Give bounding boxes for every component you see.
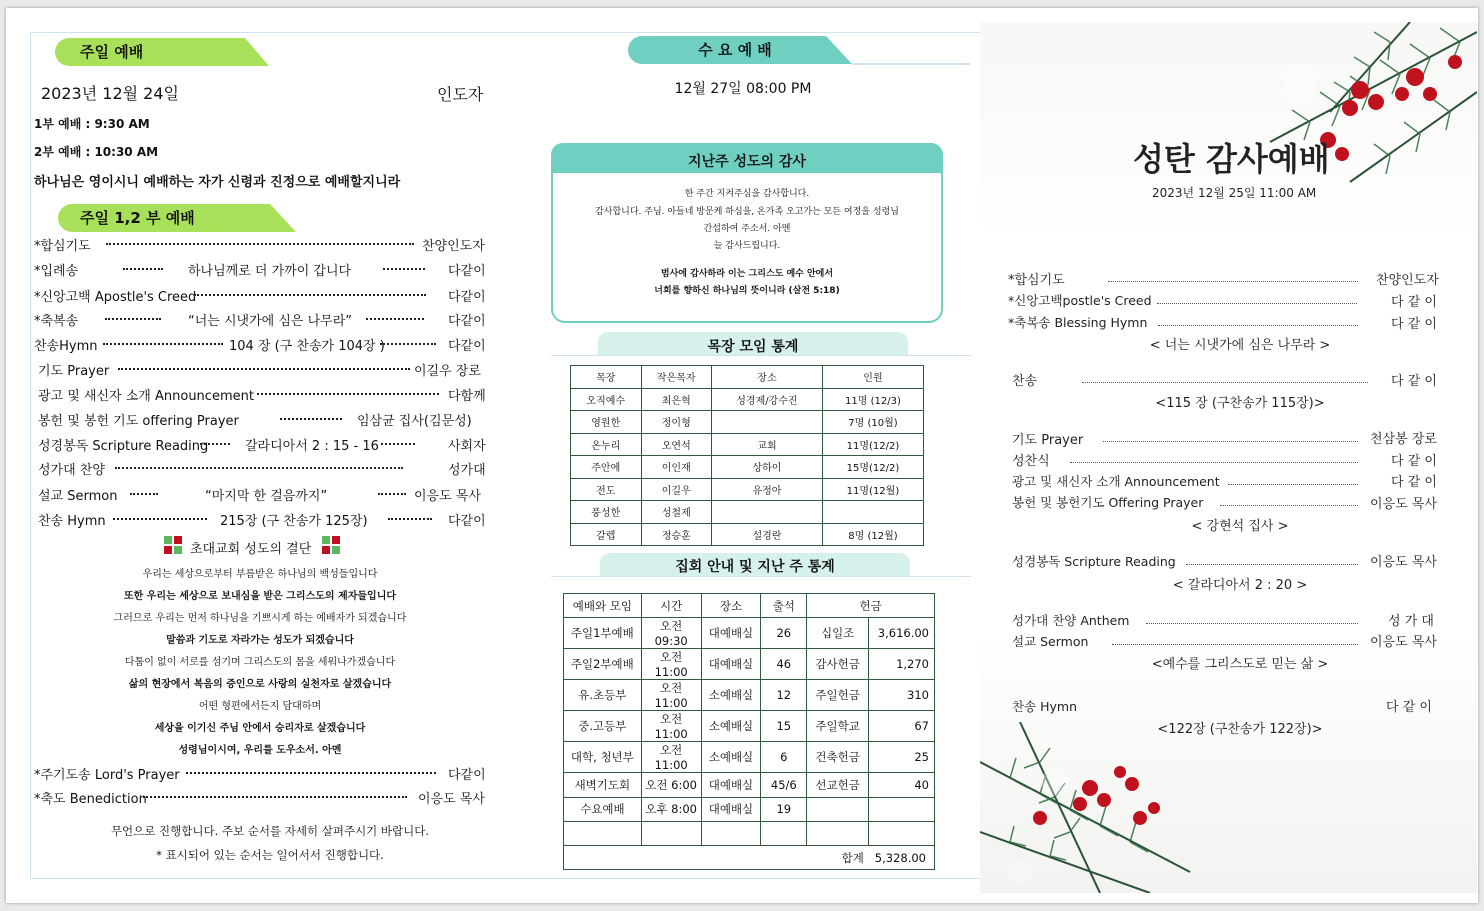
total-cell <box>564 846 935 870</box>
table-cell: 오전 6:00 <box>641 773 701 797</box>
cover-order-name: 기도 Prayer <box>1012 433 1084 448</box>
order-person: 다같이 <box>448 339 486 354</box>
table-cell: 오전 09:30 <box>641 618 701 649</box>
thanks-line: 감사합니다. 주님. 아들네 방문케 하심을, 온가족 오고가는 모든 여정을 성령님 <box>595 207 899 217</box>
header-cell: 인원 <box>822 366 923 389</box>
dot-leader <box>1186 564 1358 565</box>
table-cell: 설경란 <box>712 523 823 546</box>
table-cell: 소예배실 <box>701 711 761 742</box>
table-cell: 온누리 <box>571 433 642 456</box>
table-cell: 전도 <box>571 478 642 501</box>
dot-leader <box>200 443 230 445</box>
dot-leader <box>380 343 436 345</box>
dot-leader <box>118 368 410 370</box>
header-cell: 장소 <box>701 594 761 618</box>
dot-leader <box>388 518 432 520</box>
order-name: 찬송Hymn <box>34 339 98 354</box>
green-squares-icon <box>322 536 341 555</box>
table-row <box>571 411 924 434</box>
table-cell: 대예배실 <box>701 773 761 797</box>
cover-order-subtitle: < 갈라디아서 2 : 20 > <box>1172 578 1308 593</box>
order-name: 설교 Sermon <box>38 489 118 504</box>
order-person: 다같이 <box>448 514 486 529</box>
footnote-silent: 무언으로 진행합니다. 주보 순서를 자세히 살펴주시기 바랍니다. <box>110 824 430 838</box>
table-cell: 정승훈 <box>641 523 712 546</box>
table-cell: 오전 11:00 <box>641 711 701 742</box>
table-cell: 310 <box>869 680 935 711</box>
table-cell: 12 <box>761 680 807 711</box>
dot-leader <box>1146 623 1358 624</box>
order-person: 이응도 목사 <box>414 489 481 504</box>
header-cell: 예배와 모임 <box>564 594 642 618</box>
dot-leader <box>143 796 407 798</box>
table-cell: 중.고등부 <box>564 711 642 742</box>
table-cell: 대예배실 <box>701 649 761 680</box>
table-row <box>564 821 935 845</box>
table-cell: 오후 8:00 <box>641 797 701 821</box>
cover-order-name: 설교 Sermon <box>1012 634 1089 649</box>
thanks-title: 지난주 성도의 감사 <box>688 154 806 170</box>
dot-leader <box>383 268 425 270</box>
wednesday-banner: 수 요 예 배 <box>698 41 772 59</box>
order-detail: 갈라디아서 2 : 15 - 16 <box>245 439 379 454</box>
header-cell: 작은목자 <box>641 366 712 389</box>
table-cell: 감사헌금 <box>807 649 869 680</box>
leader-label: 인도자 <box>437 85 484 104</box>
dot-leader <box>1112 644 1358 645</box>
dot-leader <box>113 518 207 520</box>
cover-date: 2023년 12월 25일 11:00 AM <box>1152 186 1317 200</box>
order-name: *축복송 <box>34 314 79 329</box>
resolve-line: 어떤 형편에서든지 담대하며 <box>198 701 322 712</box>
meeting-stats-table <box>563 593 935 870</box>
table-cell <box>712 411 823 434</box>
dot-leader <box>366 318 424 320</box>
table-row <box>564 680 935 711</box>
cover-order-subtitle: < 너는 시냇가에 심은 나무라 > <box>1149 338 1331 353</box>
table-cell: 대학, 청년부 <box>564 742 642 773</box>
cover-order-person: 찬양인도자 <box>1376 273 1439 288</box>
table-cell: 40 <box>869 773 935 797</box>
dot-leader <box>257 393 439 395</box>
cover-order-name: 봉헌 및 봉헌기도 Offering Prayer <box>1012 495 1204 510</box>
table-cell: 정이형 <box>641 411 712 434</box>
cover-order-person: 이응도 목사 <box>1370 555 1437 570</box>
order-detail: “마지막 한 걸음까지” <box>205 489 328 504</box>
table-cell: 수요예배 <box>564 797 642 821</box>
table-cell: 67 <box>869 711 935 742</box>
resolve-line: 삶의 현장에서 복음의 증인으로 사랑의 실천자로 살겠습니다 <box>128 679 392 690</box>
wednesday-time: 12월 27일 08:00 PM <box>674 81 812 97</box>
dot-leader <box>1103 441 1358 442</box>
header-cell: 시간 <box>641 594 701 618</box>
resolve-line: 그러므로 우리는 먼저 하나님을 기쁘시게 하는 예배자가 되겠습니다 <box>113 613 407 624</box>
dot-leader <box>1082 382 1368 383</box>
table-cell <box>869 821 935 845</box>
service-2-time: 2부 예배 : 10:30 AM <box>34 145 159 159</box>
order-name: *주기도송 Lord's Prayer <box>34 768 180 783</box>
order-name: 성경봉독 Scripture Reading <box>38 439 209 454</box>
order-name: *합심기도 <box>34 239 91 254</box>
cover-order-name: 성가대 찬양 Anthem <box>1012 613 1130 628</box>
cover-order-person: 다 같 이 <box>1391 475 1437 490</box>
table-cell <box>564 821 642 845</box>
thanks-line: 늘 감사드립니다. <box>713 241 781 251</box>
resolve-line: 말씀과 기도로 자라가는 성도가 되겠습니다 <box>166 635 354 646</box>
table-header-row <box>571 366 924 389</box>
cover-order-person: 다 같 이 <box>1391 374 1437 389</box>
order-person: 성가대 <box>448 463 486 478</box>
table-cell: 새벽기도회 <box>564 773 642 797</box>
resolve-line: 세상을 이기신 주님 안에서 승리자로 살겠습니다 <box>154 723 366 734</box>
table-cell <box>701 821 761 845</box>
theme-verse: 하나님은 영이시니 예배하는 자가 신령과 진정으로 예배할지니라 <box>34 175 401 190</box>
order-name: 광고 및 새신자 소개 Announcement <box>38 389 254 404</box>
table-cell: 46 <box>761 649 807 680</box>
table-cell: 주일1부예배 <box>564 618 642 649</box>
table-cell: 주일헌금 <box>807 680 869 711</box>
divider <box>551 576 971 577</box>
header-cell: 출석 <box>761 594 807 618</box>
group-stats-title: 목장 모임 통계 <box>707 339 799 355</box>
dot-leader <box>280 418 342 420</box>
table-cell: 영원한 <box>571 411 642 434</box>
table-cell: 최은혁 <box>641 388 712 411</box>
table-cell: 주안에 <box>571 456 642 479</box>
table-cell: 15 <box>761 711 807 742</box>
cover-order-name: 찬송 <box>1012 374 1038 389</box>
dot-leader <box>130 493 158 495</box>
table-cell: 십일조 <box>807 618 869 649</box>
cover-title: 성탄 감사예배 <box>1133 140 1330 178</box>
table-cell: 소예배실 <box>701 742 761 773</box>
order-detail: 104 장 (구 찬송가 104장 ) <box>229 339 385 354</box>
footnote-standing: * 표시되어 있는 순서는 일어서서 진행합니다. <box>156 848 384 862</box>
table-cell: 갈렙 <box>571 523 642 546</box>
resolve-line: 다툼이 없이 서로를 섬기며 그리스도의 몸을 세워나가겠습니다 <box>124 657 396 668</box>
order-person: 이길우 장로 <box>414 364 481 379</box>
total-row <box>564 846 935 870</box>
order-name: *신앙고백 Apostle's Creed <box>34 290 197 305</box>
table-cell: 교회 <box>712 433 823 456</box>
services-12-banner: 주일 1,2 부 예배 <box>80 209 195 227</box>
pine-branch-bottom-decoration <box>980 722 1210 893</box>
cover-order-subtitle: <예수를 그리스도로 믿는 삶 > <box>1151 657 1329 672</box>
order-name: 봉헌 및 봉헌 기도 offering Prayer <box>38 414 239 429</box>
dot-leader <box>1220 505 1358 506</box>
cover-order-person: 성 가 대 <box>1388 614 1434 629</box>
dot-leader <box>106 243 414 245</box>
table-row <box>571 433 924 456</box>
cover-order-person: 다 같 이 <box>1391 317 1437 332</box>
table-cell <box>807 797 869 821</box>
cover-order-person: 다 같 이 <box>1391 295 1437 310</box>
order-person: 다같이 <box>448 290 486 305</box>
dot-leader <box>378 493 406 495</box>
table-row <box>564 773 935 797</box>
cover-order-person: 이응도 목사 <box>1370 497 1437 512</box>
resolve-title: 초대교회 성도의 결단 <box>190 542 312 557</box>
table-row <box>571 388 924 411</box>
cover-order-name: *신앙고백postle's Creed <box>1008 293 1152 308</box>
header-cell: 헌금 <box>807 594 935 618</box>
resolve-line: 또한 우리는 세상으로 보내심을 받은 그리스도의 제자들입니다 <box>123 591 397 602</box>
table-cell: 성철제 <box>641 501 712 524</box>
order-name: 기도 Prayer <box>38 364 110 379</box>
cover-order-person: 다 같 이 <box>1386 700 1432 715</box>
cover-order-subtitle: < 강현석 집사 > <box>1191 519 1289 534</box>
cover-panel <box>980 22 1477 893</box>
total-value: 5,328.00 <box>874 850 926 865</box>
table-cell <box>869 797 935 821</box>
sunday-worship-banner: 주일 예배 <box>80 43 144 61</box>
table-cell: 이인재 <box>641 456 712 479</box>
table-cell: 25 <box>869 742 935 773</box>
table-cell: 6 <box>761 742 807 773</box>
resolve-line: 성령님이시여, 우리를 도우소서. 아멘 <box>178 745 342 756</box>
resolve-line: 우리는 세상으로부터 부름받은 하나님의 백성들입니다 <box>142 569 378 580</box>
table-cell: 유.초등부 <box>564 680 642 711</box>
order-person: 이응도 목사 <box>418 792 485 807</box>
table-header-row <box>564 594 935 618</box>
table-row <box>564 797 935 821</box>
order-name: *입례송 <box>34 264 79 279</box>
header-cell: 장소 <box>712 366 823 389</box>
thanks-line: 한 주간 지켜주심을 감사합니다. <box>684 189 810 199</box>
header-cell: 목장 <box>571 366 642 389</box>
table-cell: 8명 (12월) <box>822 523 923 546</box>
table-cell: 오전 11:00 <box>641 742 701 773</box>
table-cell: 오전 11:00 <box>641 649 701 680</box>
cover-order-subtitle: <122장 (구찬송가 122장)> <box>1157 722 1323 737</box>
table-cell: 45/6 <box>761 773 807 797</box>
service-1-time: 1부 예배 : 9:30 AM <box>34 117 150 131</box>
table-cell <box>641 821 701 845</box>
table-cell: 대예배실 <box>701 797 761 821</box>
dot-leader <box>123 268 163 270</box>
total-label: 합계 <box>841 850 864 865</box>
cover-order-name: *합심기도 <box>1008 273 1065 288</box>
table-cell: 3,616.00 <box>869 618 935 649</box>
cover-order-person: 이응도 목사 <box>1370 635 1437 650</box>
group-stats-table <box>570 365 924 546</box>
cover-order-name: 광고 및 새신자 소개 Announcement <box>1012 474 1220 489</box>
order-person: 임삼균 집사(김문성) <box>357 414 472 429</box>
table-cell: 건축헌금 <box>807 742 869 773</box>
dot-leader <box>1108 281 1358 282</box>
table-cell: 11명(12월) <box>822 478 923 501</box>
cover-order-name: 성찬식 <box>1012 454 1050 469</box>
cover-order-subtitle: <115 장 (구찬송가 115장)> <box>1155 396 1325 411</box>
table-cell: 선교헌금 <box>807 773 869 797</box>
meeting-stats-title: 집회 안내 및 지난 주 통계 <box>675 559 835 575</box>
order-person: 다같이 <box>448 264 486 279</box>
cover-order-person: 천삼봉 장로 <box>1370 432 1437 447</box>
order-person: 사회자 <box>448 439 486 454</box>
table-cell: 11명(12/2) <box>822 433 923 456</box>
order-person: 다같이 <box>448 768 486 783</box>
order-person: 다함께 <box>448 389 486 404</box>
table-row <box>564 742 935 773</box>
table-row <box>564 618 935 649</box>
table-cell: 오전 11:00 <box>641 680 701 711</box>
table-row <box>564 649 935 680</box>
table-cell: 소예배실 <box>701 680 761 711</box>
dot-leader <box>1158 325 1358 326</box>
table-cell <box>822 501 923 524</box>
green-squares-icon <box>164 536 183 555</box>
cover-order-name: 찬송 Hymn <box>1012 699 1078 714</box>
cover-order-person: 다 같 이 <box>1391 454 1437 469</box>
thanks-verse: 너희를 향하신 하나님의 뜻이니라 (살전 5:18) <box>654 286 840 296</box>
table-cell: 오연석 <box>641 433 712 456</box>
table-cell: 15명(12/2) <box>822 456 923 479</box>
dot-leader <box>186 772 436 774</box>
dot-leader <box>1228 484 1358 485</box>
sunday-date: 2023년 12월 24일 <box>41 84 179 103</box>
table-row <box>571 501 924 524</box>
dot-leader <box>103 343 223 345</box>
table-row <box>564 711 935 742</box>
cover-order-name: *축복송 Blessing Hymn <box>1008 315 1148 330</box>
order-person: 찬양인도자 <box>422 239 485 254</box>
table-row <box>571 478 924 501</box>
table-cell: 주일학교 <box>807 711 869 742</box>
table-cell <box>712 501 823 524</box>
order-detail: 215장 (구 찬송가 125장) <box>220 514 368 529</box>
dot-leader <box>115 467 403 469</box>
order-person: 다같이 <box>448 314 486 329</box>
table-cell: 7명 (10월) <box>822 411 923 434</box>
dot-leader <box>381 443 415 445</box>
table-cell <box>761 821 807 845</box>
table-cell: 이길우 <box>641 478 712 501</box>
table-cell: 성경제/강수진 <box>712 388 823 411</box>
thanks-line: 간섭하여 주소서. 아멘 <box>703 224 791 234</box>
dot-leader <box>194 294 426 296</box>
table-cell: 상하이 <box>712 456 823 479</box>
order-detail: “너는 시냇가에 심은 나무라” <box>188 314 353 329</box>
dot-leader <box>1070 462 1358 463</box>
dot-leader <box>1157 303 1357 304</box>
table-cell: 주일2부예배 <box>564 649 642 680</box>
table-cell: 26 <box>761 618 807 649</box>
table-cell: 1,270 <box>869 649 935 680</box>
order-name: 찬송 Hymn <box>38 514 106 529</box>
order-name: *축도 Benediction <box>34 792 147 807</box>
table-cell: 풍성한 <box>571 501 642 524</box>
cover-order-name: 성경봉독 Scripture Reading <box>1012 554 1176 569</box>
table-cell <box>807 821 869 845</box>
table-cell: 오직예수 <box>571 388 642 411</box>
table-cell: 19 <box>761 797 807 821</box>
table-cell: 대예배실 <box>701 618 761 649</box>
thanks-verse: 범사에 감사하라 이는 그리스도 예수 안에서 <box>660 269 834 279</box>
table-row <box>571 523 924 546</box>
dot-leader <box>105 318 161 320</box>
order-detail: 하나님께로 더 가까이 갑니다 <box>188 264 352 279</box>
order-name: 성가대 찬양 <box>38 463 105 478</box>
table-row <box>571 456 924 479</box>
table-cell: 유정아 <box>712 478 823 501</box>
table-cell: 11명 (12/3) <box>822 388 923 411</box>
